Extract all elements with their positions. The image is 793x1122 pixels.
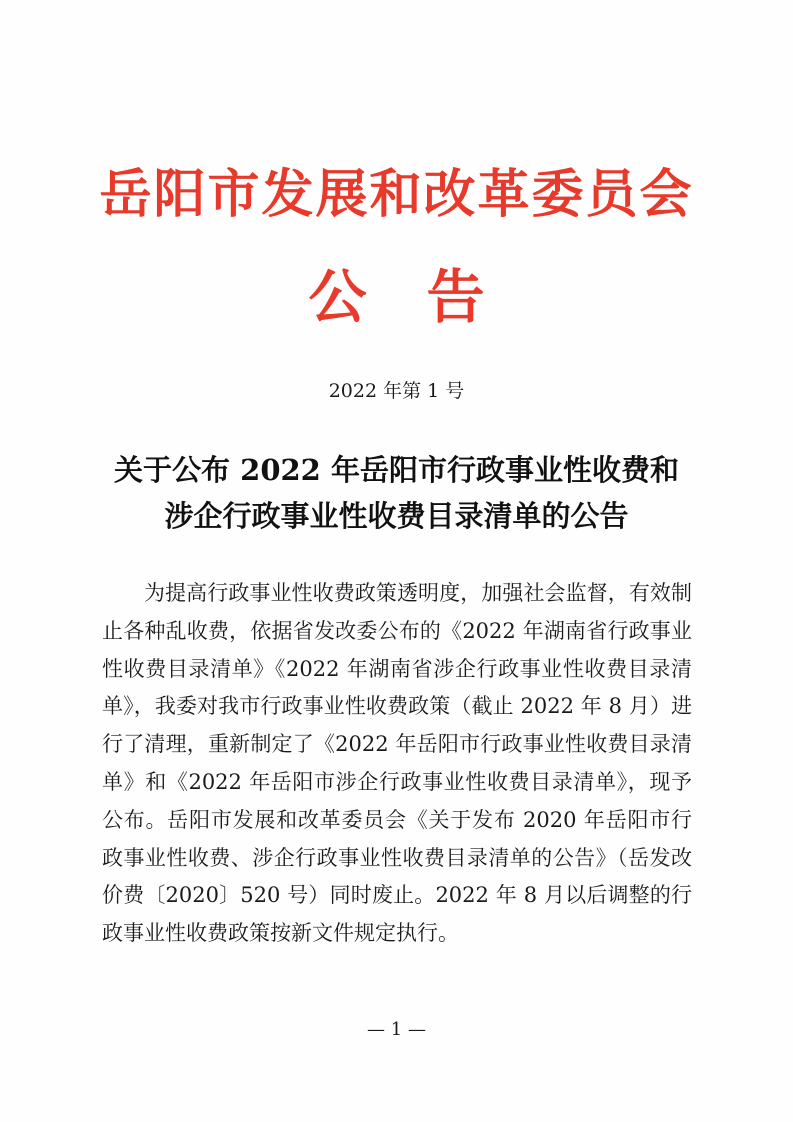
notice-body: 为提高行政事业性收费政策透明度，加强社会监督，有效制止各种乱收费，依据省发改委公布的《2022 年湖南省行政事业性收费目录清单》《2022 年湖南省涉企行政事业性收费目录清单》，我委对我市行政事业性收费政策（截止 2022 年 8 月）进行了清理，重新制定了《2022 年岳阳市行政事业性收费目录清单》和《2022 年岳阳市涉企行政事业性收费目录清单》，现予公布。岳阳市发展和改革委员会《关于发布 2020 年岳阳市行政事业性收费、涉企行政事业性收费目录清单的公告》（岳发改价费〔2020〕520 号）同时废止。2022 年 8 月以后调整的行政事业性收费政策按新文件规定执行。 (102, 581, 692, 946)
notice-title-line-1: 关于公布 2022 年岳阳市行政事业性收费和 (114, 453, 679, 487)
organization-name: 岳阳市发展和改革委员会 (99, 164, 694, 225)
notice-title-line-2: 涉企行政事业性收费目录清单的公告 (164, 499, 629, 533)
notice-title (0, 447, 793, 539)
page-number: — 1 — (367, 1019, 426, 1040)
document-number: 2022 年第 1 号 (328, 380, 465, 402)
document-type-heading: 公告 (308, 263, 545, 331)
